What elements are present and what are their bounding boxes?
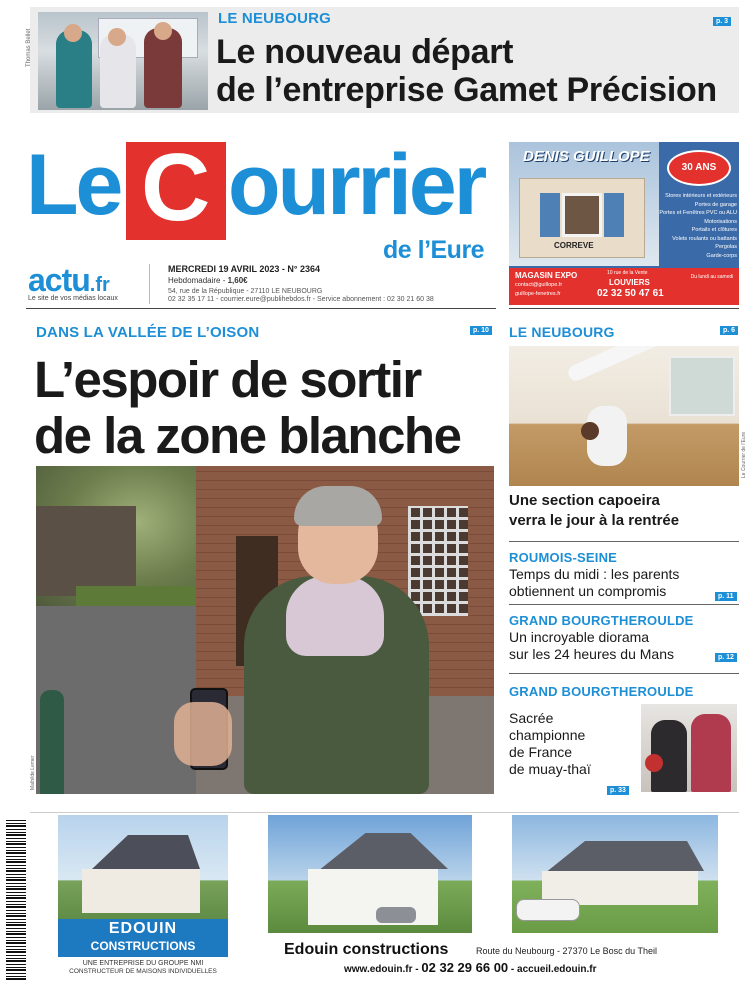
- house3-roof: [534, 841, 704, 871]
- guillope-shutter-right: [604, 193, 624, 237]
- brief-diorama[interactable]: [509, 611, 739, 667]
- masthead-date: MERCREDI 19 AVRIL 2023 - N° 2364: [168, 264, 320, 274]
- house3-car: [516, 899, 580, 921]
- gamet-photo: [38, 12, 208, 110]
- guillope-window: [562, 193, 602, 237]
- guillope-phone[interactable]: 02 32 50 47 61: [597, 288, 664, 299]
- masthead: [26, 134, 496, 310]
- main-photo: [36, 466, 494, 794]
- brief-diorama-page: p. 12: [715, 653, 737, 662]
- masthead-frequency: Hebdomadaire - 1,60€: [168, 276, 248, 285]
- edouin-logo-line1: EDOUIN: [108, 920, 178, 937]
- guillope-footer: [509, 268, 739, 305]
- guillope-house: [519, 178, 645, 258]
- main-photo-credit: Mathilde Lemer: [30, 755, 36, 790]
- masthead-rest: ourrier: [228, 137, 485, 233]
- guillope-site[interactable]: guillope-fenetres.fr: [515, 291, 561, 297]
- gamet-heads: [64, 24, 184, 44]
- masthead-le: Le: [26, 137, 121, 233]
- brief-roumois-page: p. 11: [715, 592, 737, 601]
- capoeira-story[interactable]: [509, 318, 747, 578]
- edouin-contact: www.edouin.fr - 02 32 29 66 00 - accueil.edouin.fr: [344, 960, 597, 975]
- capoeira-title-2[interactable]: verra le jour à la rentrée: [509, 512, 680, 529]
- brief-muay-line2[interactable]: championne: [509, 727, 586, 743]
- muay-fighter-2: [691, 714, 731, 792]
- edouin-house-1: [58, 815, 228, 923]
- photo-hand: [174, 702, 232, 766]
- capoeira-photo: [509, 346, 739, 486]
- brief-diorama-line1[interactable]: Un incroyable diorama: [509, 629, 650, 645]
- top-headline-1[interactable]: Le nouveau départ: [216, 33, 514, 71]
- house2-wall: [308, 869, 438, 925]
- edouin-house-3: [512, 815, 718, 933]
- actu-word: actu: [28, 262, 90, 298]
- edouin-logo-line2: CONSTRUCTIONS: [90, 939, 196, 953]
- guillope-hours: Du lundi au samedi: [690, 274, 734, 280]
- house1-wall: [82, 869, 200, 913]
- guillope-ad[interactable]: [509, 142, 739, 305]
- main-section-label: DANS LA VALLÉE DE L’OISON: [36, 324, 260, 341]
- guillope-shutter-left: [540, 193, 560, 237]
- edouin-house-2: [268, 815, 472, 933]
- masthead-divider: [149, 264, 150, 304]
- sidebar: [509, 318, 747, 798]
- capoeira-dancer-head: [581, 422, 599, 440]
- photo-bollard: [40, 690, 64, 794]
- top-photo-credit: Thomas Bellet: [26, 28, 32, 67]
- edouin-website[interactable]: www.edouin.fr: [344, 964, 413, 975]
- barcode: [6, 820, 26, 980]
- masthead-c: C: [141, 134, 211, 241]
- edouin-tag-2: CONSTRUCTEUR DE MAISONS INDIVIDUELLES: [69, 968, 217, 975]
- photo-window-grille: [408, 506, 468, 616]
- brief-roumois-line1[interactable]: Temps du midi : les parents: [509, 566, 680, 582]
- guillope-brand: DENIS GUILLOPE: [523, 148, 650, 165]
- sidebar-rule-2: [509, 604, 739, 605]
- top-section-label: LE NEUBOURG: [218, 10, 332, 27]
- house1-roof: [80, 835, 200, 869]
- guillope-store: MAGASIN EXPO: [515, 271, 578, 280]
- sidebar-top-rule: [509, 308, 739, 309]
- masthead-price: 1,60€: [227, 276, 248, 285]
- house2-car: [376, 907, 416, 923]
- brief-diorama-line2[interactable]: sur les 24 heures du Mans: [509, 646, 674, 662]
- brief-diorama-section: GRAND BOURGTHEROULDE: [509, 613, 694, 628]
- top-banner[interactable]: [26, 7, 739, 113]
- main-headline-1[interactable]: L’espoir de sortir: [34, 351, 421, 408]
- brief-muay-line1[interactable]: Sacrée: [509, 710, 554, 726]
- edouin-logo[interactable]: [58, 919, 228, 957]
- capoeira-photo-credit: Le Courrier de l’Eure: [741, 431, 747, 478]
- main-story[interactable]: [26, 318, 496, 798]
- brief-muay-section: GRAND BOURGTHEROULDE: [509, 684, 694, 699]
- main-page-ref: p. 10: [470, 326, 492, 335]
- edouin-tag-1: UNE ENTREPRISE DU GROUPE NMI: [82, 960, 204, 967]
- capoeira-page: p. 6: [720, 326, 738, 335]
- main-top-rule: [26, 308, 496, 309]
- photo-shed: [36, 506, 136, 596]
- capoeira-title-1[interactable]: Une section capoeira: [509, 492, 660, 509]
- edouin-phone[interactable]: 02 32 29 66 00: [421, 960, 509, 975]
- house2-roof: [298, 833, 448, 869]
- sidebar-rule-3: [509, 673, 739, 674]
- edouin-ad[interactable]: [30, 812, 739, 980]
- actu-tld: .fr: [89, 274, 110, 296]
- top-page-ref: p. 3: [713, 17, 731, 26]
- photo-woman-scarf: [286, 576, 384, 656]
- guillope-city: LOUVIERS: [609, 278, 650, 287]
- brief-roumois-line2[interactable]: obtiennent un compromis: [509, 583, 667, 599]
- edouin-site2[interactable]: accueil.edouin.fr: [517, 964, 597, 975]
- muay-photo: [641, 704, 737, 792]
- actu-logo[interactable]: [28, 262, 110, 299]
- masthead-subtitle: de l’Eure: [383, 236, 485, 264]
- edouin-name: Edouin constructions: [284, 941, 449, 958]
- capoeira-window: [669, 356, 735, 416]
- actu-tagline: Le site de vos médias locaux: [28, 295, 118, 302]
- brief-roumois-section: ROUMOIS-SEINE: [509, 550, 618, 565]
- guillope-anniv-badge: 30 ANS: [667, 150, 731, 186]
- brief-muay[interactable]: [509, 682, 739, 798]
- brief-roumois[interactable]: [509, 548, 739, 604]
- masthead-contact: 02 32 35 17 11 - courrier.eure@publihebdos.fr - Service abonnement : 02 30 21 60 38: [168, 296, 434, 303]
- brief-muay-line3[interactable]: de France: [509, 744, 573, 760]
- photo-woman-hair: [294, 486, 382, 526]
- brief-muay-line4[interactable]: de muay-thaï: [509, 761, 591, 777]
- guillope-address: 10 rue de la Vente: [607, 270, 648, 276]
- masthead-address: 54, rue de la République - 27110 LE NEUBOURG: [168, 288, 323, 295]
- main-headline-2[interactable]: de la zone blanche: [34, 407, 461, 464]
- capoeira-section: LE NEUBOURG: [509, 324, 615, 340]
- brief-muay-page: p. 33: [607, 786, 629, 795]
- edouin-address: Route du Neubourg - 27370 Le Bosc du Theil: [476, 946, 657, 956]
- top-headline-2[interactable]: de l’entreprise Gamet Précision: [216, 71, 717, 109]
- sidebar-rule-1: [509, 541, 739, 542]
- guillope-window-brand: CORREVE: [554, 241, 594, 250]
- muay-glove: [645, 754, 663, 772]
- guillope-email[interactable]: contact@guillope.fr: [515, 282, 563, 288]
- guillope-services: Stores intérieurs et extérieurs Portes de garage Portes et Fenêtres PVC ou ALU Motorisations Portails et clôtures Volets roulants ou battants Pergolas Garde-corps: [659, 193, 737, 259]
